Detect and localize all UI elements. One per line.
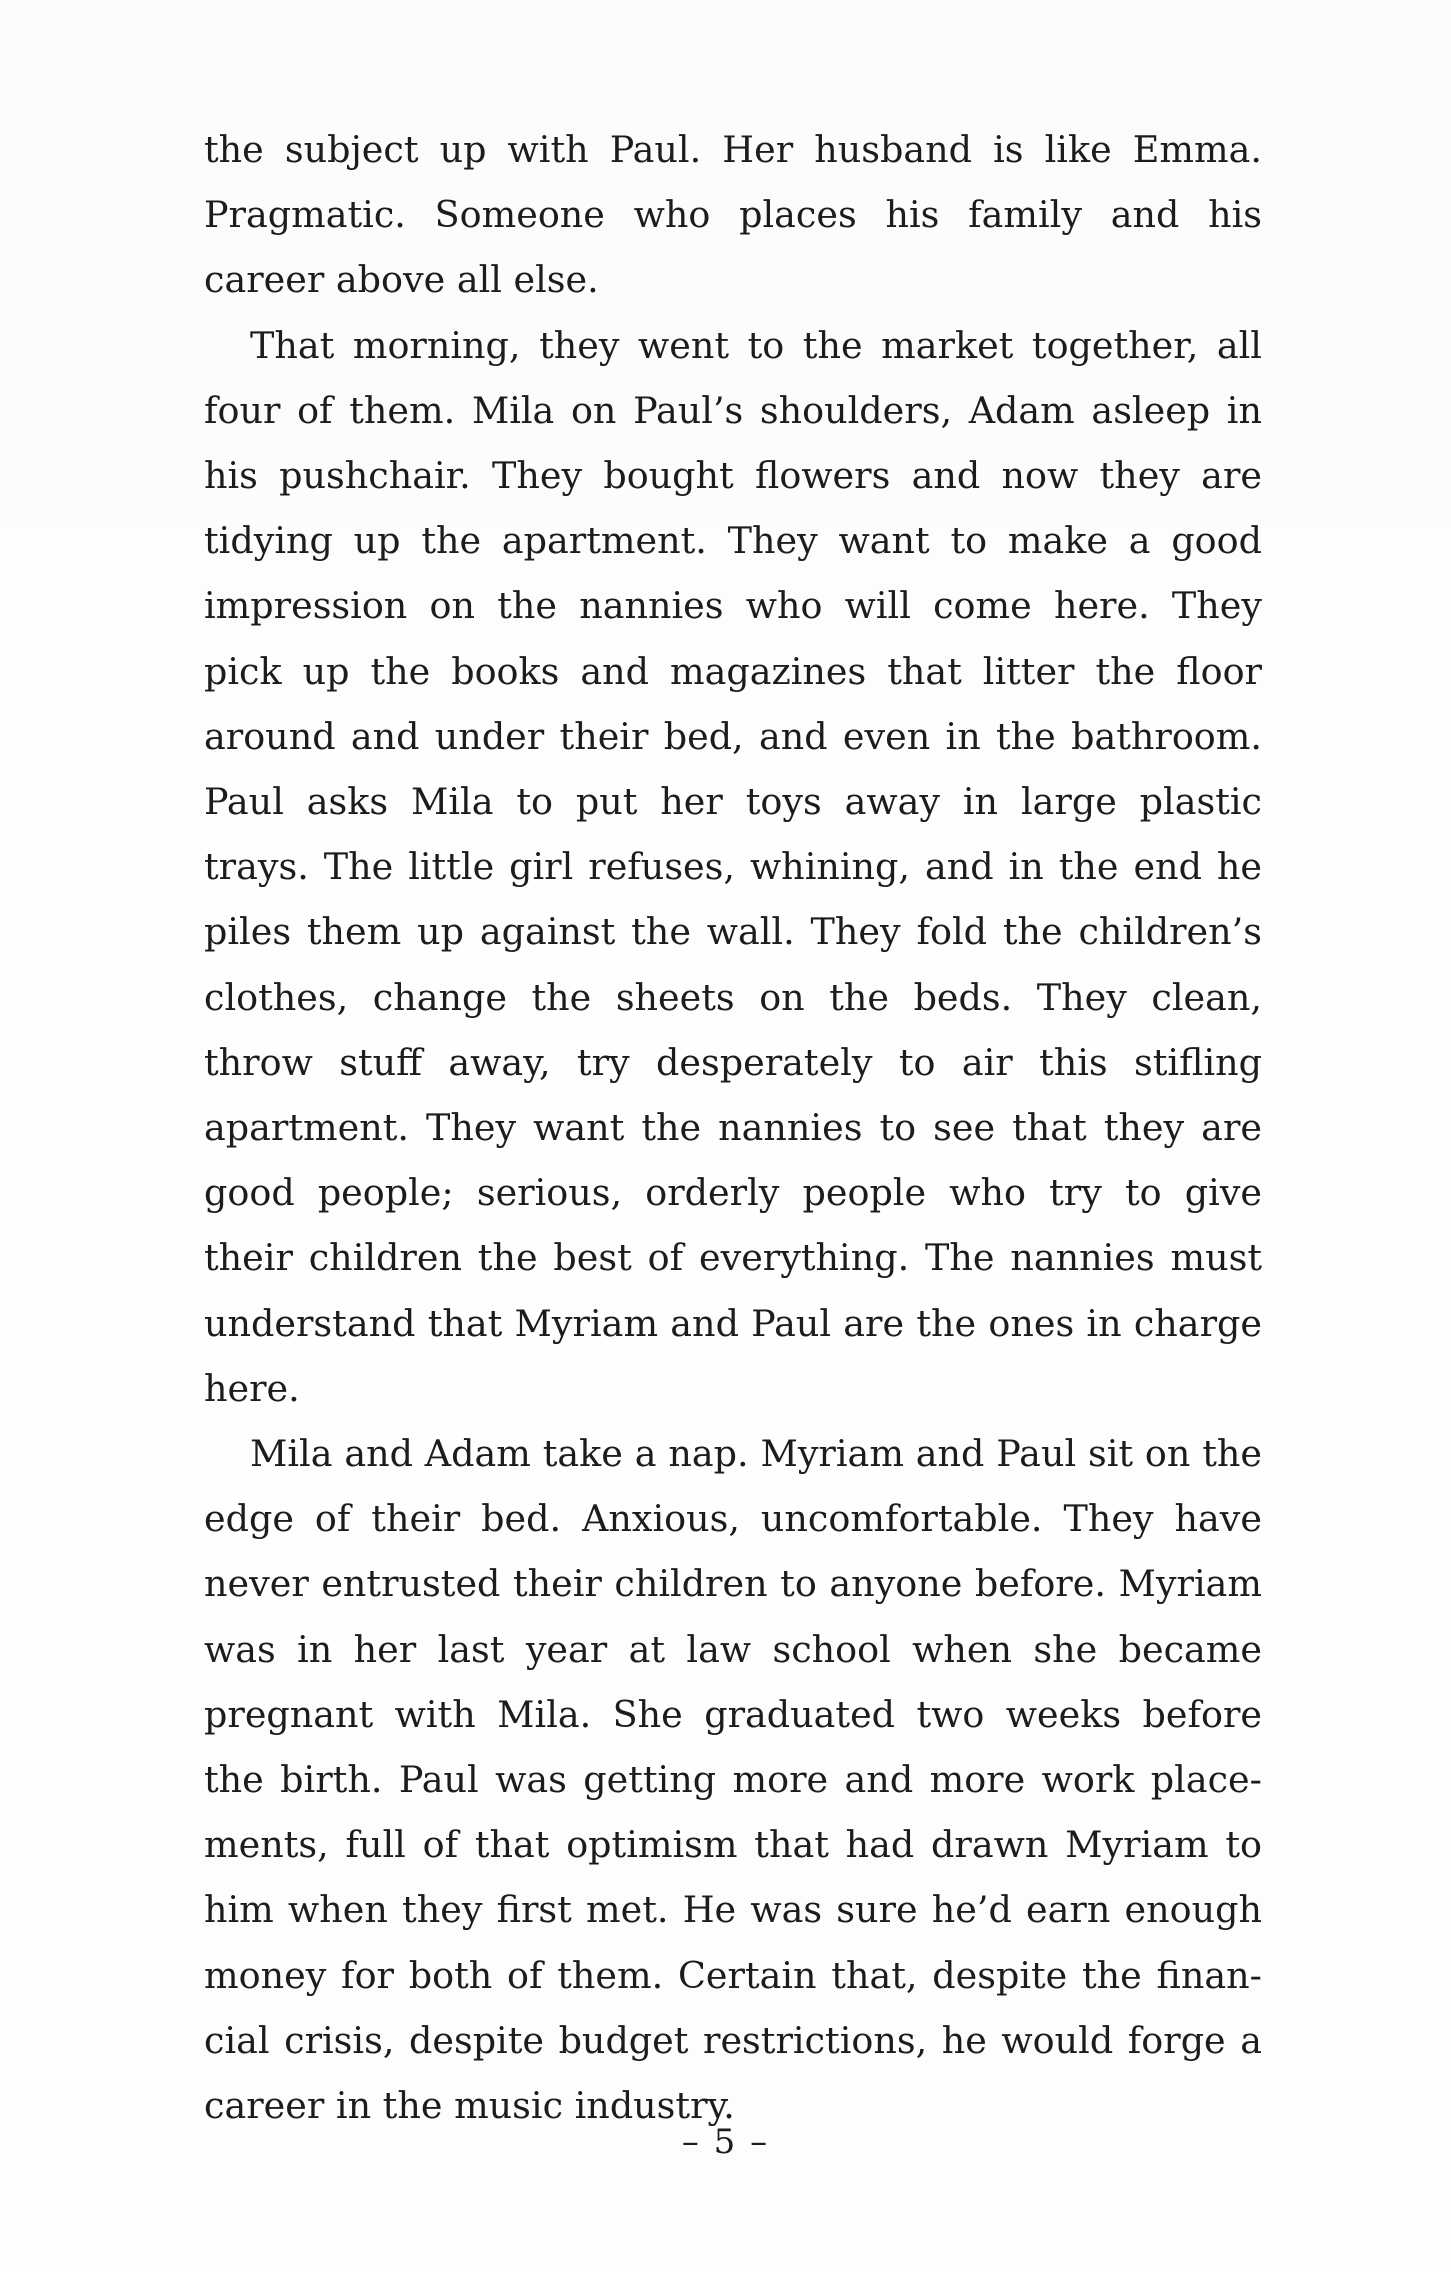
page-number: – 5 – [681, 2122, 770, 2162]
paragraph-1: the subject up with Paul. Her husband is like Emma. Pragmatic. Someone who places his family and his career above all else. [204, 128, 1262, 302]
paragraph-2: That morning, they went to the market together, all four of them. Mila on Paul’s shoulders, Adam asleep in his pushchair. They bought flowers and now they are tidying up the apartment. They want to make a good impression on the nannies who will come here. They pick up the books and magazines that litter the floor around and under their bed, and even in the bathroom. Paul asks Mila to put her toys away in large plastic trays. The little girl refuses, whining, and in the end he piles them up against the wall. They fold the children’s clothes, change the sheets on the beds. They clean, throw stuff away, try desperately to air this stifling apartment. They want the nannies to see that they are good people; serious, orderly people who try to give their children the best of everything. The nannies must understand that Myriam and Paul are the ones in charge here. [204, 323, 1262, 1410]
body-text [204, 117, 1262, 2138]
paragraph-3: Mila and Adam take a nap. Myriam and Paul sit on the edge of their bed. Anxious, uncomfortable. They have never entrusted their children to anyone before. Myriam was in her last year at law school when she became pregnant with Mila. She graduated two weeks before the birth. Paul was getting more and more work placements, full of that optimism that had drawn Myriam to him when they first met. He was sure he’d earn enough money for both of them. Certain that, despite the financial crisis, despite budget restrictions, he would forge a career in the music industry. [204, 1432, 1262, 2128]
